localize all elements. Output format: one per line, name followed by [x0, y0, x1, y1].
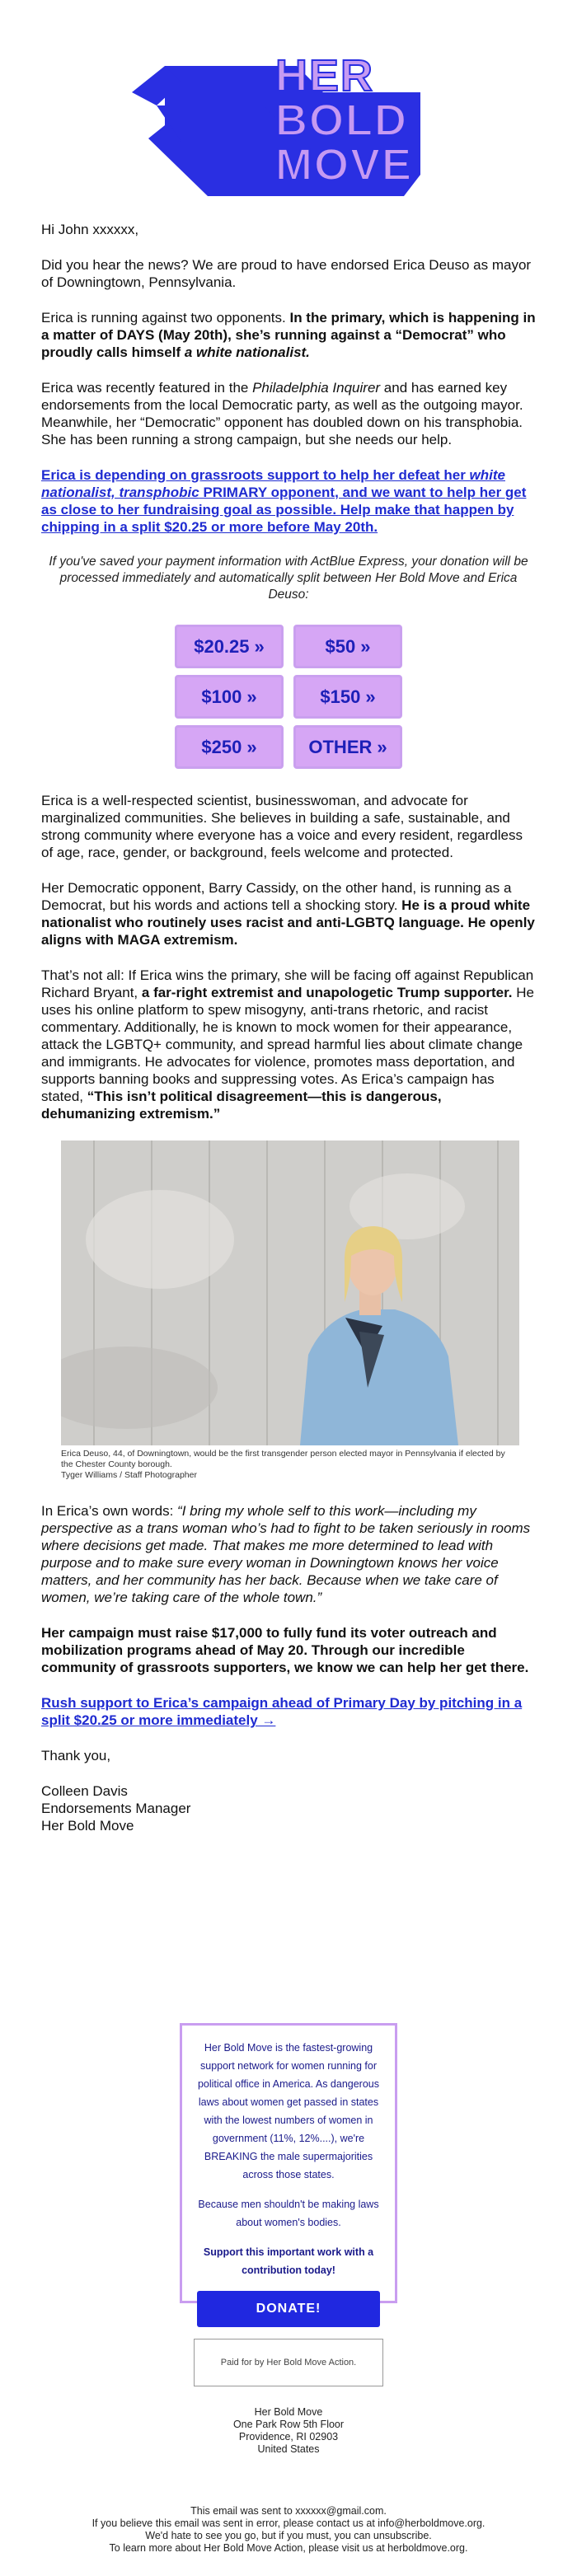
photo-illustration [61, 1140, 519, 1445]
amount-button[interactable]: $250 » [175, 725, 284, 769]
support-paragraph [41, 466, 536, 536]
logo-her: HER [275, 51, 375, 101]
chevron-right-icon: » [246, 686, 257, 707]
donate-button[interactable]: DONATE! [197, 2291, 380, 2327]
greeting: Hi John xxxxxx, [41, 222, 139, 237]
opponent-cassidy-paragraph: Her Democratic opponent, Barry Cassidy, on the other hand, is running as a Democrat, but his words and actions tell a shocking story. He is a proud white nationalist who routinely uses racist and anti-LGBTQ language. He openly aligns with MAGA extremism. [41, 880, 535, 948]
her-bold-move-logo [132, 43, 445, 199]
rush-support-link[interactable]: Rush support to Erica’s campaign ahead of Primary Day by pitching in a split $20.25 or more immediately → [41, 1695, 523, 1728]
fundraising-goal-paragraph: Her campaign must raise $17,000 to fully fund its voter outreach and mobilization programs ahead of May 20. Through our incredible community of grassroots supporters, we know we can help her get there. [41, 1625, 529, 1675]
signoff: Thank you, [41, 1748, 111, 1763]
photo-caption: Erica Deuso, 44, of Downingtown, would be the first transgender person elected mayor in Pennsylvania if elected by the Chester County borough. Tyger Williams / Staff Photographer [61, 1449, 519, 1481]
legal-footer [0, 2505, 577, 2555]
signature-name: Colleen Davis [41, 1783, 128, 1799]
sent-to-line: This email was sent to xxxxxx@gmail.com. [190, 2505, 387, 2517]
mailing-address: Her Bold Move One Park Row 5th Floor Providence, RI 02903 United States [232, 2406, 345, 2455]
mission-box [180, 2023, 397, 2316]
error-contact-line[interactable]: If you believe this email was sent in error, please contact us at info@herboldmove.org. [91, 2517, 486, 2529]
amount-button-other[interactable]: OTHER » [293, 725, 402, 769]
signature-block [41, 1782, 536, 1834]
chevron-right-icon: » [365, 686, 376, 707]
signature-title: Endorsements Manager [41, 1801, 191, 1816]
amount-button[interactable]: $50 » [293, 625, 402, 668]
chevron-right-icon: » [360, 636, 371, 657]
photo-credit: Tyger Williams / Staff Photographer [61, 1470, 197, 1480]
unsubscribe-line[interactable]: We'd hate to see you go, but if you must, you can unsubscribe. [145, 2530, 432, 2541]
opponents-paragraph: Erica is running against two opponents. In the primary, which is happening in a matter of DAYS (May 20th), she’s running against a “Democrat” who proudly calls himself a white nationalist. [41, 310, 536, 360]
chevron-right-icon: » [246, 737, 257, 757]
chevron-right-icon: » [254, 636, 265, 657]
paid-for-disclaimer: Paid for by Her Bold Move Action. [194, 2339, 383, 2386]
mission-cta: Support this important work with a contribution today! [203, 2246, 374, 2276]
donate-link[interactable]: Erica is depending on grassroots support to help her defeat her white nationalist, transphobic PRIMARY opponent, and we want to help her get as close to her fundraising goal as possible. Help make that happen by chipping in a split $20.25 or more before May 20th. [41, 467, 527, 535]
actblue-note: If you've saved your payment information with ActBlue Express, your donation will be processed immediately and automatically split between Her Bold Move and Erica Deuso: [49, 555, 528, 602]
candidate-photo [61, 1140, 519, 1445]
erica-quote-paragraph: In Erica’s own words: “I bring my whole self to this work—including my perspective as a trans woman who’s had to fight to be taken seriously in rooms where decisions get made. That makes me more determined to lead with purpose and to make sure every woman in Downingtown knows her voice matters, and her community has her back. Because when we take care of women, we’re taking care of the whole town.” [41, 1503, 531, 1605]
email-body [41, 221, 536, 1834]
about-erica-paragraph: Erica is a well-respected scientist, businesswoman, and advocate for marginalized communities. She believes in building a safe, sustainable, and strong community where everyone has a voice and every resident, regardless of age, race, gender, or background, feels welcome and protected. [41, 793, 523, 860]
donation-amount-grid [41, 625, 536, 769]
opponent-bryant-paragraph: That’s not all: If Erica wins the primary, she will be facing off against Republican Richard Bryant, a far-right extremist and unapologetic Trump supporter. He uses his online platform to spew misogyny, anti-trans rhetoric, and racist commentary. Additionally, he is known to mock women for their appearance, attack the LGBTQ+ community, and spread harmful lies about climate change and immigrants. He advocates for violence, promotes mass deportation, and supports banning books and suppressing votes. As Erica’s campaign has stated, “This isn’t political disagreement—this is dangerous, dehumanizing extremism.” [41, 967, 534, 1122]
amount-button[interactable]: $100 » [175, 675, 284, 719]
logo-bold: BOLD [275, 96, 408, 145]
chevron-right-icon: » [377, 737, 387, 757]
mission-text: Her Bold Move is the fastest-growing support network for women running for political office in America. As dangerous laws about women get passed in states with the lowest numbers of women in government (11%, 12%....), we're BREAKING the male supermajorities across those states. [197, 2042, 380, 2180]
logo-move: MOVE [275, 140, 414, 190]
intro-paragraph: Did you hear the news? We are proud to have endorsed Erica Deuso as mayor of Downingtown, Pennsylvania. [41, 257, 532, 290]
signature-org: Her Bold Move [41, 1818, 134, 1834]
learn-more-line[interactable]: To learn more about Her Bold Move Action, please visit us at herboldmove.org. [109, 2542, 468, 2554]
mission-tagline: Because men shouldn't be making laws about women's bodies. [198, 2199, 379, 2228]
amount-button[interactable]: $150 » [293, 675, 402, 719]
amount-button[interactable]: $20.25 » [175, 625, 284, 668]
rush-support-paragraph [41, 1694, 536, 1729]
inquirer-paragraph: Erica was recently featured in the Philadelphia Inquirer and has earned key endorsements from the local Democratic party, as well as the outgoing mayor. Meanwhile, her “Democratic” opponent has doubled down on his transphobia. She has been running a strong campaign, but she needs our help. [41, 380, 523, 447]
